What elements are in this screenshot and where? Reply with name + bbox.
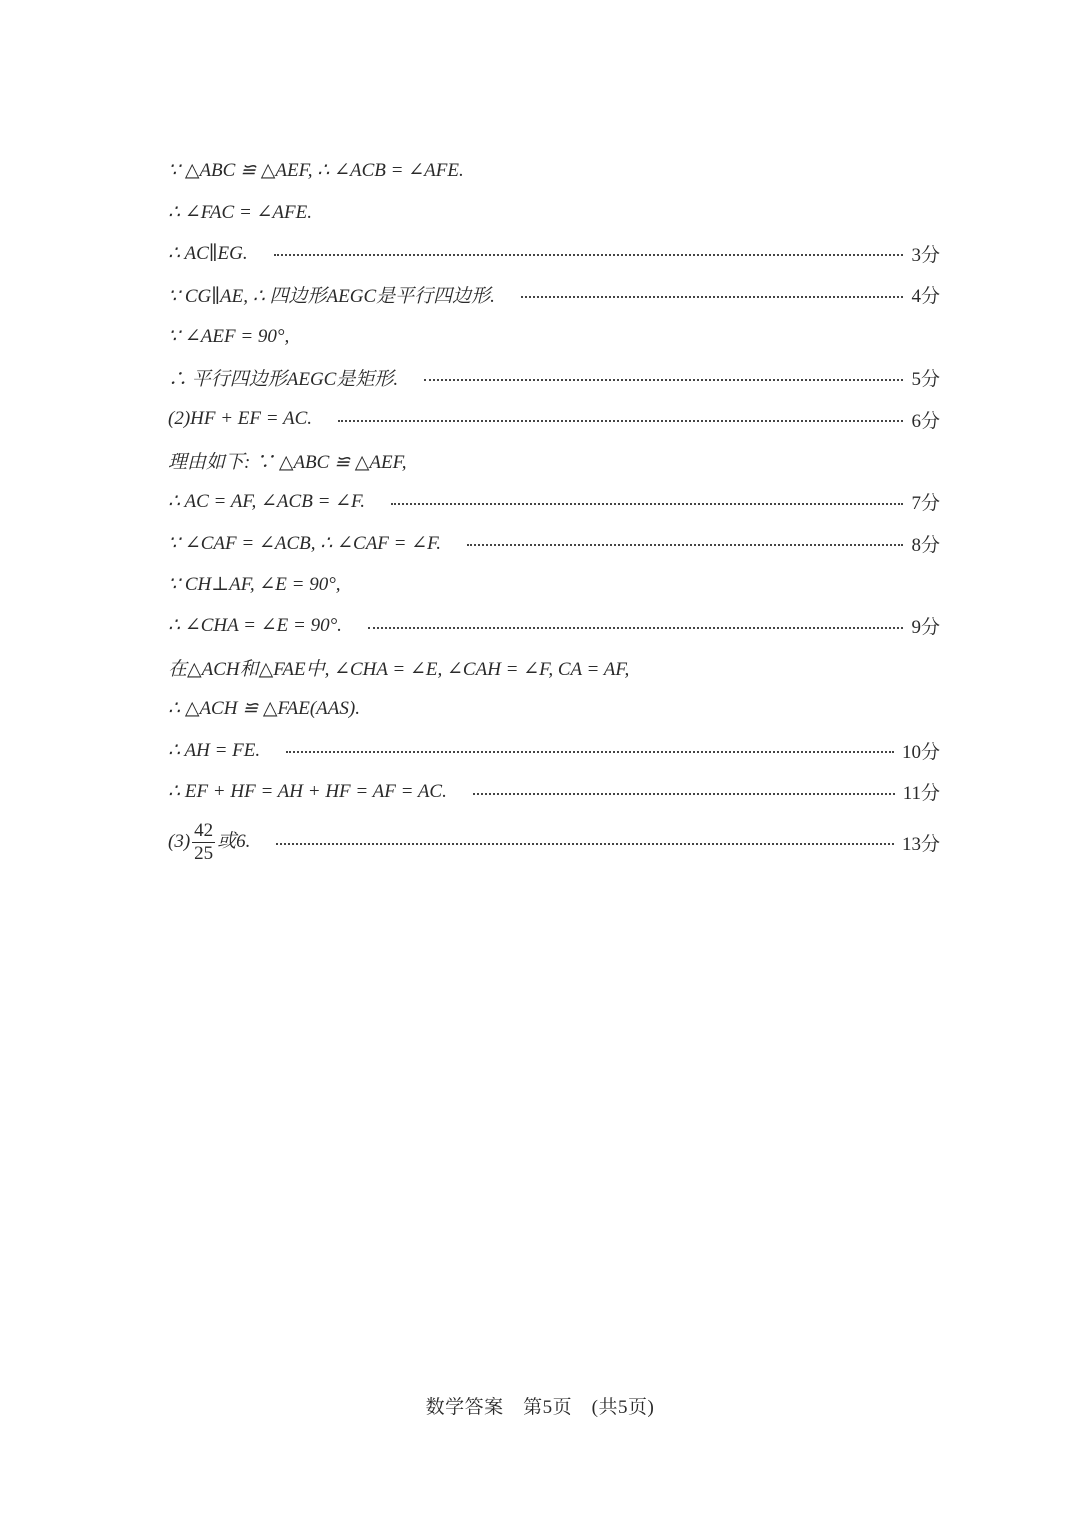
solution-line — [168, 357, 940, 398]
solution-line — [168, 564, 940, 605]
line-text: ∵ CH⊥AF, ∠E = 90°, — [168, 574, 341, 596]
score-label: 5分 — [911, 369, 940, 391]
solution-line — [168, 440, 940, 481]
fraction-denominator: 25 — [194, 842, 214, 864]
solution-line — [168, 316, 940, 357]
line-text: ∵ CG∥AE, ∴ 四边形AEGC是平行四边形. — [168, 286, 495, 308]
line-text: ∵ ∠CAF = ∠ACB, ∴ ∠CAF = ∠F. — [168, 532, 442, 554]
score-label: 7分 — [911, 493, 940, 515]
line-text: ∴ AC∥EG. — [168, 242, 248, 264]
solution-line — [168, 523, 940, 564]
line-text: (2)HF + EF = AC. — [168, 408, 313, 430]
dot-leader — [473, 793, 895, 795]
solution-lines — [168, 150, 940, 872]
solution-line — [168, 729, 940, 770]
score-label: 4分 — [911, 286, 940, 308]
score-label: 10分 — [901, 741, 940, 763]
solution-line — [168, 771, 940, 812]
line-text: ∴ ∠CHA = ∠E = 90°. — [168, 615, 342, 637]
part-suffix: 或6. — [217, 830, 251, 852]
solution-line — [168, 233, 940, 274]
fraction — [192, 821, 215, 864]
dot-leader — [521, 296, 904, 298]
dot-leader — [274, 254, 904, 256]
fraction-numerator: 42 — [194, 819, 214, 841]
line-text: 在△ACH和△FAE中, ∠CHA = ∠E, ∠CAH = ∠F, CA = AF, — [168, 658, 630, 680]
page-footer: 数学答案 第5页 (共5页) — [425, 1397, 655, 1418]
line-text: ∴ △ACH ≌ △FAE(AAS). — [168, 698, 360, 720]
solution-line — [168, 191, 940, 232]
line-text: ∴ AC = AF, ∠ACB = ∠F. — [168, 491, 365, 513]
solution-line — [168, 274, 940, 315]
score-label: 11分 — [902, 783, 940, 805]
line-text: ∴ 平行四边形AEGC是矩形. — [168, 369, 399, 391]
line-text — [168, 821, 250, 864]
solution-line — [168, 605, 940, 646]
solution-line — [168, 688, 940, 729]
line-text: ∴ ∠FAC = ∠AFE. — [168, 201, 313, 223]
dot-leader — [276, 843, 894, 845]
score-label: 9分 — [911, 617, 940, 639]
dot-leader — [338, 420, 903, 422]
part-prefix: (3) — [168, 830, 191, 852]
dot-leader — [286, 751, 894, 753]
solution-line — [168, 647, 940, 688]
solution-line — [168, 481, 940, 522]
dot-leader — [368, 627, 904, 629]
line-text: ∴ AH = FE. — [168, 739, 261, 761]
line-text: 理由如下: ∵ △ABC ≌ △AEF, — [168, 451, 407, 473]
dot-leader — [467, 544, 903, 546]
solution-line — [168, 150, 940, 191]
score-label: 6分 — [911, 410, 940, 432]
dot-leader — [391, 503, 904, 505]
dot-leader — [424, 379, 903, 381]
line-text: ∵ △ABC ≌ △AEF, ∴ ∠ACB = ∠AFE. — [168, 160, 464, 182]
solution-line — [168, 398, 940, 439]
line-text: ∵ ∠AEF = 90°, — [168, 325, 290, 347]
line-text: ∴ EF + HF = AH + HF = AF = AC. — [168, 781, 447, 803]
solution-line-fraction — [168, 812, 940, 872]
score-label: 3分 — [911, 244, 940, 266]
score-label: 8分 — [911, 534, 940, 556]
score-label: 13分 — [901, 833, 940, 855]
